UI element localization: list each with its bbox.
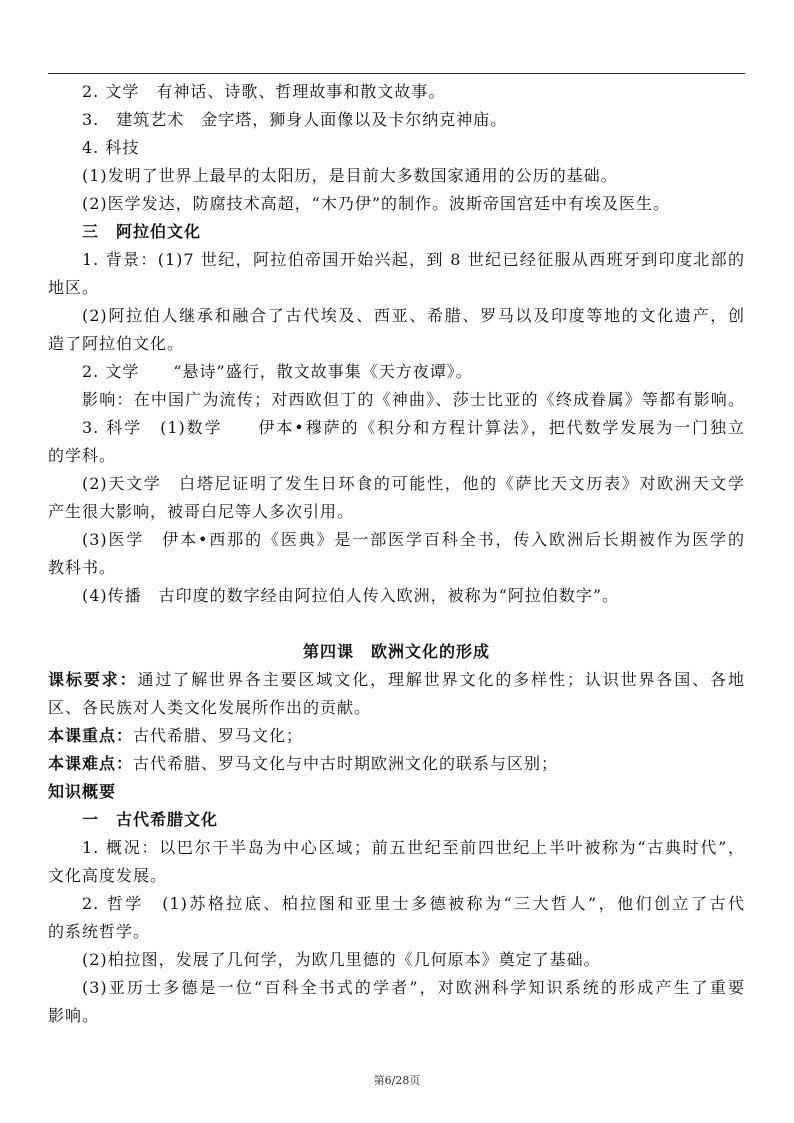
text-line: (3)亚历士多德是一位“百科全书式的学者”，对欧洲科学知识系统的形成产生了重要 [82,978,745,997]
page-number: 第6/28页 [373,1074,421,1087]
requirement-label: 课标要求： [48,670,138,689]
text-line: 2. 哲学 (1)苏格拉底、柏拉图和亚里士多德被称为“三大哲人”，他们创立了古代 [82,894,745,913]
text-line: 3. 建筑艺术 金字塔，狮身人面像以及卡尔纳克神庙。 [82,110,508,129]
text-line: 影响：在中国广为流传；对西欧但丁的《神曲》、莎士比亚的《终成眷属》等都有影响。 [82,390,745,409]
difficulty-label: 本课难点： [48,754,134,773]
text-line: 的系统哲学。 [48,922,151,941]
key-point-text: 古代希腊、罗马文化； [133,726,304,745]
requirement-text: 通过了解世界各主要区域文化，理解世界文化的多样性；认识世界各国、各地 [137,670,745,689]
text-line: (2)天文学 白塔尼证明了发生日环食的可能性，他的《萨比天文历表》对欧洲天文学 [82,474,745,493]
text-line: 地区。 [48,278,100,297]
difficulty-text: 古代希腊、罗马文化与中古时期欧洲文化的联系与区别； [133,754,559,773]
text-line: (2)医学发达，防腐技术高超，“木乃伊”的制作。波斯帝国宫廷中有埃及医生。 [82,194,671,213]
text-line: 影响。 [48,1006,100,1025]
header-rule [48,73,745,74]
text-line: 区、各民族对人类文化发展所作出的贡献。 [48,698,372,717]
section-heading: 三 阿拉伯文化 [82,222,202,241]
text-line: 2. 文学 有神话、诗歌、哲理故事和散文故事。 [82,82,446,101]
requirement-line [48,666,745,694]
text-line: 的学科。 [48,446,117,465]
text-line: (1)发明了世界上最早的太阳历，是目前大多数国家通用的公历的基础。 [82,166,618,185]
text-line: (2)柏拉图，发展了几何学，为欧几里德的《几何原本》奠定了基础。 [82,950,601,969]
text-line: 1. 背景：(1)7 世纪，阿拉伯帝国开始兴起，到 8 世纪已经征服从西班牙到印度北部的 [82,250,745,269]
text-line: 3. 科学 (1)数学 伊本•穆萨的《积分和方程计算法》，把代数学发展为一门独立 [82,418,745,437]
key-point-label: 本课重点： [48,726,134,745]
key-point-line [48,722,745,750]
text-line: (3)医学 伊本•西那的《医典》是一部医学百科全书，传入欧洲后长期被作为医学的 [82,530,745,549]
text-line: 1. 概况：以巴尔干半岛为中心区域；前五世纪至前四世纪上半叶被称为“古典时代”， [82,838,745,857]
section-heading: 一 古代希腊文化 [82,810,219,829]
text-line: 教科书。 [48,558,117,577]
overview-heading: 知识概要 [48,782,117,801]
text-line: 4. 科技 [82,138,140,157]
text-line: 2. 文学 “悬诗”盛行，散文故事集《天方夜谭》。 [82,362,473,381]
difficulty-line [48,750,745,778]
lesson-title: 第四课 欧洲文化的形成 [302,642,490,661]
text-line: (4)传播 古印度的数字经由阿拉伯人传入欧洲，被称为“阿拉伯数字”。 [82,586,620,605]
text-line: 产生很大影响，被哥白尼等人多次引用。 [48,502,355,521]
text-line: 造了阿拉伯文化。 [48,334,185,353]
text-line: 文化高度发展。 [48,866,168,885]
text-line: (2)阿拉伯人继承和融合了古代埃及、西亚、希腊、罗马以及印度等地的文化遗产，创 [82,306,745,325]
